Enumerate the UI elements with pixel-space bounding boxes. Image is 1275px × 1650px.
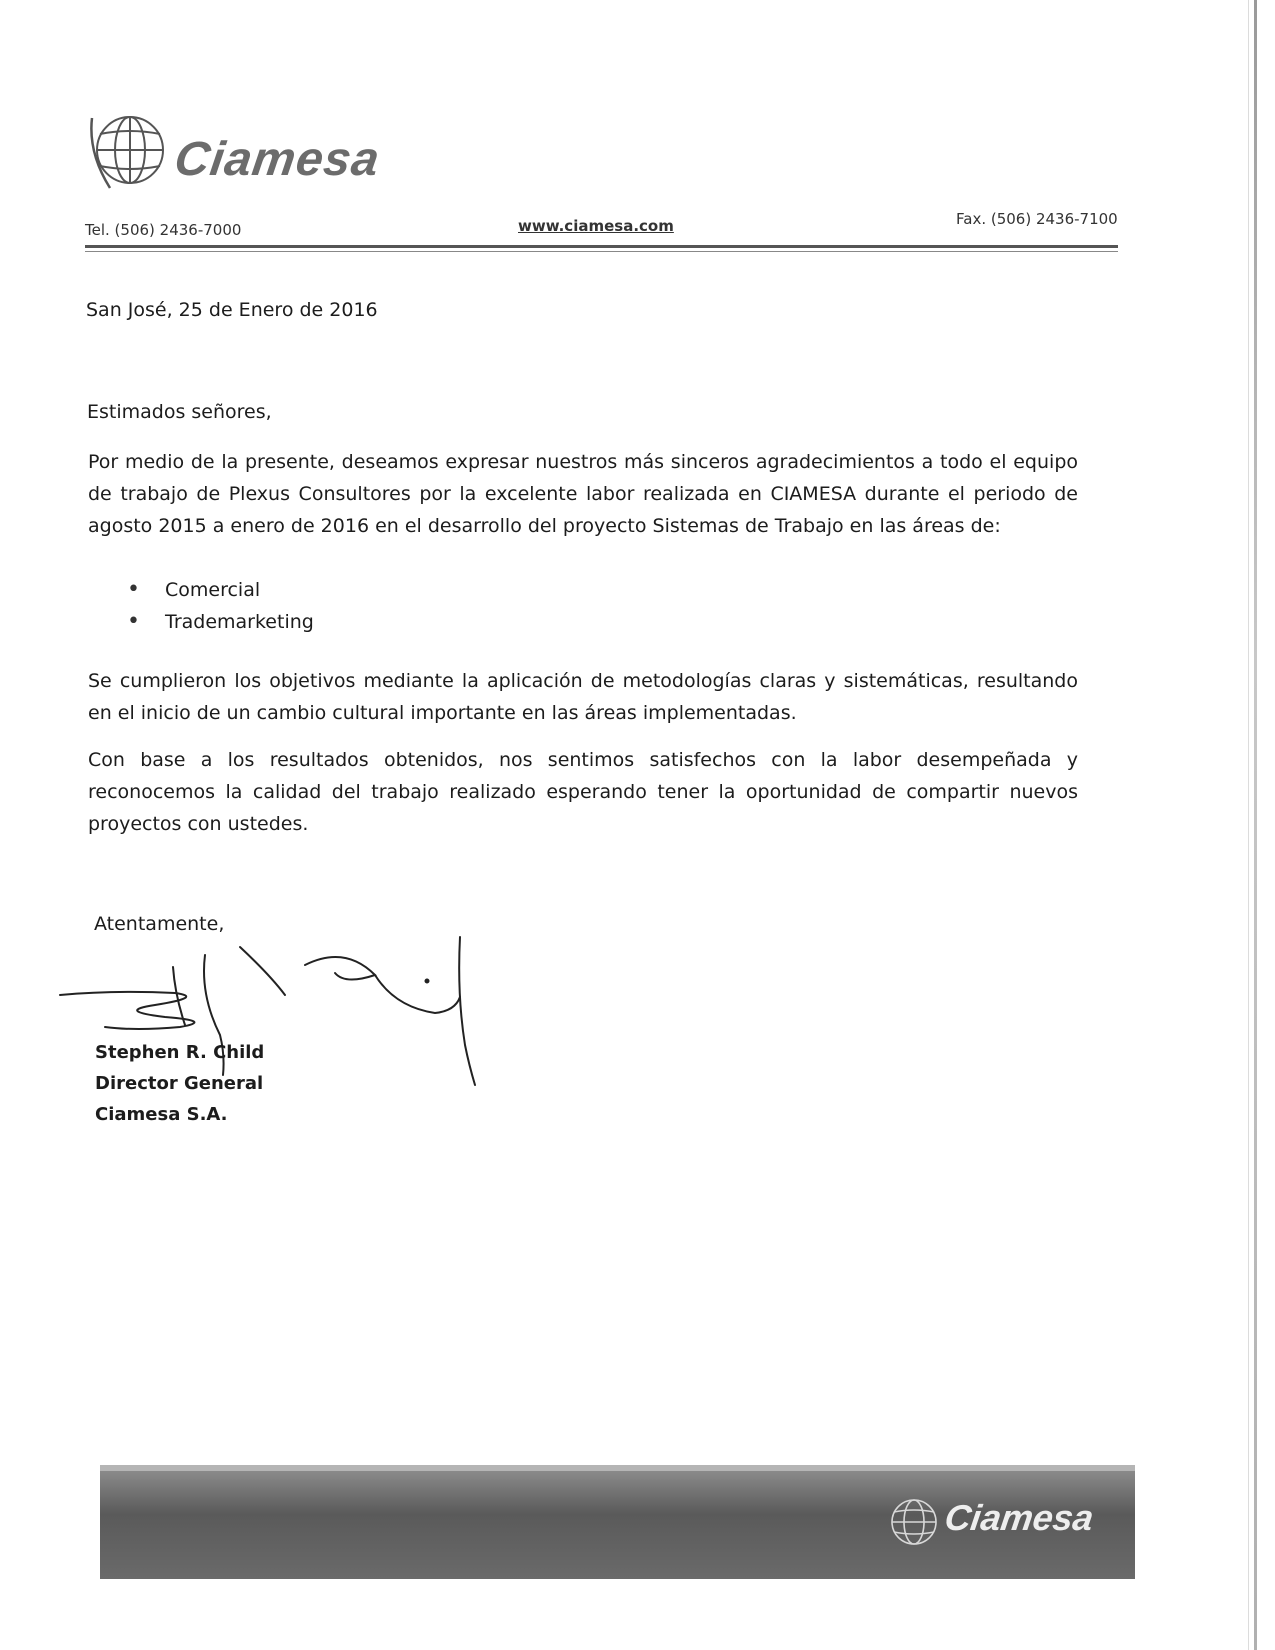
footer-logo-text: Ciamesa [942,1497,1097,1538]
signatory-company: Ciamesa S.A. [95,1104,228,1125]
header-divider [85,245,1118,248]
signatory-title: Director General [95,1073,264,1094]
letter-date: San José, 25 de Enero de 2016 [86,299,378,321]
scan-edge [1254,0,1257,1650]
letter-greeting: Estimados señores, [87,401,272,423]
list-item: • Comercial [125,574,314,606]
signatory-name: Stephen R. Child [95,1042,265,1063]
scan-edge-line [1248,0,1249,1650]
fax-number: Fax. (506) 2436-7100 [956,210,1118,228]
globe-icon [886,1494,942,1550]
website-link[interactable]: www.ciamesa.com [518,217,674,235]
areas-list [125,574,314,638]
list-item: • Trademarketing [125,606,314,638]
letter-paragraph-1: Por medio de la presente, deseamos expresar nuestros más sinceros agradecimientos a todo el equipo de trabajo de Plexus Consultores por la excelente labor realizada en CIAMESA durante el periodo de agosto 2015 a enero de 2016 en el desarrollo del proyecto Sistemas de Trabajo en las áreas de: [88,451,1078,537]
header-divider-thin [85,251,1118,252]
letter-closing: Atentamente, [94,913,225,935]
phone-number: Tel. (506) 2436-7000 [85,221,242,239]
letter-paragraph-2: Se cumplieron los objetivos mediante la aplicación de metodologías claras y sistemáticas, resultando en el inicio de un cambio cultural importante en las áreas implementadas. [88,670,1078,724]
company-logo-text: Ciamesa [171,133,384,186]
letter-paragraph-3: Con base a los resultados obtenidos, nos sentimos satisfechos con la labor desempeñada y reconocemos la calidad del trabajo realizado esperando tener la oportunidad de compartir nuevos proyectos con ustedes. [88,749,1078,835]
